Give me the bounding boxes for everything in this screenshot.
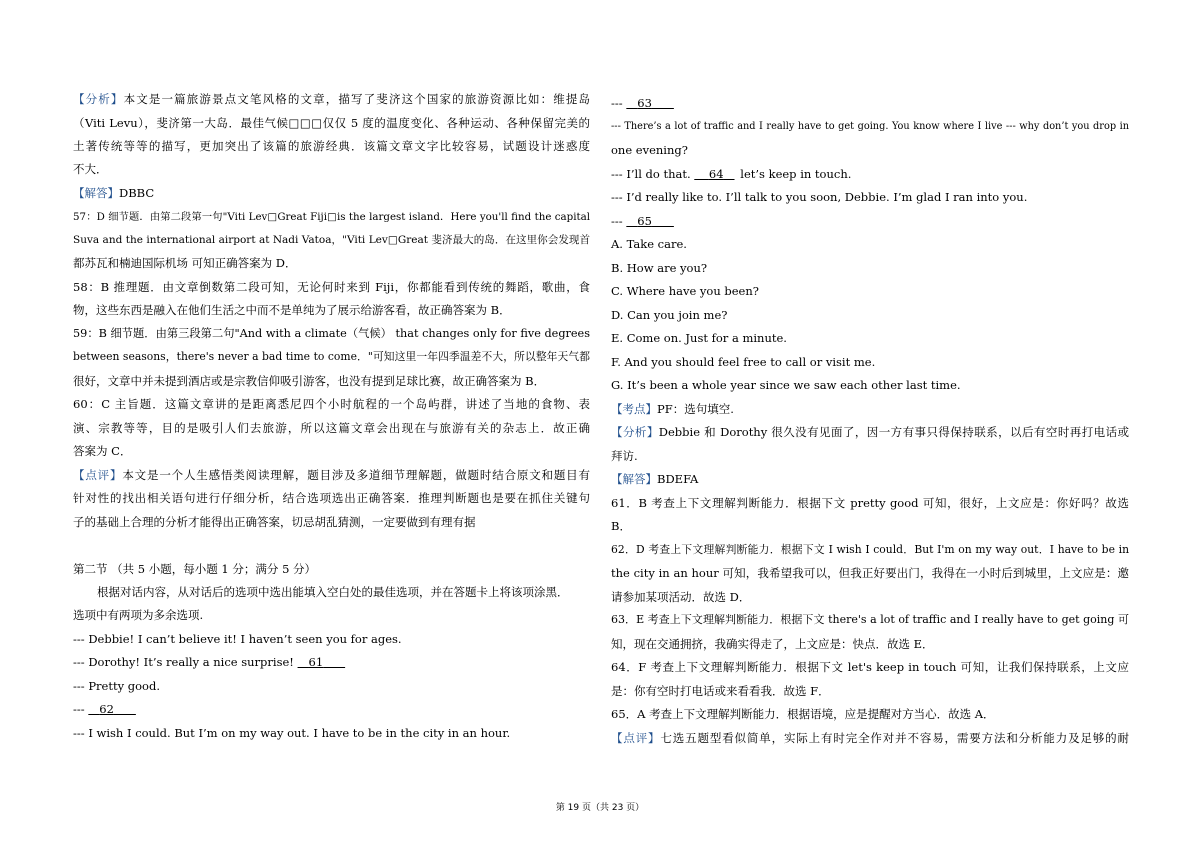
answer-tag: 【解答】 — [73, 186, 119, 200]
option-item: B. How are you? — [611, 261, 708, 275]
q63-line: 63．E 考查上下文理解判断能力．根据下文 there's a lot of traffic and I really have to get going 可 — [611, 613, 1129, 626]
option-item: E. Come on. Just for a minute. — [611, 331, 787, 345]
q57-line: 都苏瓦和楠迪国际机场 可知正确答案为 D． — [73, 256, 297, 270]
q59-line: between seasons，there's never a bad time to come．"可知这里一年四季温差不大，所以整年天气都 — [73, 350, 590, 363]
q62-line: the city in an hour 可知，我希望我可以，但我正好要出门，我得在一小时后到城里，上文应是：邀 — [611, 566, 1129, 580]
dialog-line: --- Debbie! I can’t believe it! I haven’t seen you for ages. — [73, 632, 402, 646]
analysis-line: 不大． — [73, 162, 108, 176]
q57-line: 57：D 细节题．由第二段第一句"Viti Lev□Great Fiji□is the largest island．Here you'll find the capital — [73, 211, 590, 223]
q58-line: 物，这些东西是融入在他们生活之中而不是单纯为了展示给游客看，故正确答案为 B． — [73, 303, 511, 317]
analysis-tag: 【分析】 — [611, 425, 659, 439]
comment-line: 【点评】本文是一个人生感悟类阅读理解，题目涉及多道细节理解题，做题时结合原文和题目有 — [73, 468, 591, 482]
q60-line: 演、宗教等等，目的是吸引人们去旅游，所以这篇文章会出现在与旅游有关的杂志上．故正确 — [73, 421, 590, 435]
q59-line: 很好，文章中并未提到酒店或是宗教信仰吸引游客，也没有提到足球比赛，故正确答案为 B． — [73, 374, 546, 388]
q59-line: 59：B 细节题．由第三段第二句"And with a climate（气候） that changes only for five degrees — [73, 327, 590, 340]
answer-value: BDEFA — [657, 472, 699, 486]
point-tag: 【考点】 — [611, 402, 657, 416]
dialog-line: --- 63 — [611, 95, 678, 111]
answer-tag: 【解答】 — [611, 472, 657, 486]
q62-line: 请参加某项活动．故选 D． — [611, 590, 751, 604]
option-item: A. Take care. — [611, 237, 687, 251]
blank-65: 65 — [637, 214, 652, 228]
comment-tag: 【点评】 — [611, 731, 661, 745]
comment-line: 【点评】七选五题型看似简单，实际上有时完全作对并不容易，需要方法和分析能力及足够的耐 — [611, 731, 1130, 745]
option-item: G. It’s been a whole year since we saw each other last time. — [611, 378, 961, 392]
dialog-line: --- There’s a lot of traffic and I really have to get going. You know where I live --- why don’t you drop in — [611, 121, 1129, 132]
answer-line — [611, 471, 698, 487]
page-footer: 第 19 页（共 23 页） — [555, 803, 645, 813]
comment-tag: 【点评】 — [73, 468, 123, 482]
q60-line: 答案为 C． — [73, 444, 132, 458]
dialog-line: --- 62 — [73, 701, 140, 717]
comment-line: 子的基础上合理的分析才能得出正确答案，切忌胡乱猜测，一定要做到有理有据 — [73, 515, 476, 529]
section-title: 第二节 （共 5 小题，每小题 1 分；满分 5 分） — [73, 562, 317, 576]
answer-value: DBBC — [119, 186, 155, 200]
option-item: C. Where have you been? — [611, 284, 759, 298]
q61-line: 61．B 考查上下文理解判断能力．根据下文 pretty good 可知，很好，上文应是：你好吗？故选 — [611, 496, 1129, 510]
analysis-line: 土著传统等等的描写，更加突出了该篇的旅游经典．该篇文章文字比较容易，试题设计迷惑度 — [73, 139, 590, 153]
dialog-line: --- I wish I could. But I’m on my way out. I have to be in the city in an hour. — [73, 726, 511, 740]
q57-line: Suva and the international airport at Nadi Vatoa，"Viti Lev□Great 斐济最大的岛．在这里你会发现首 — [73, 234, 590, 246]
analysis-line: （Viti Levu），斐济第一大岛．最佳气候□□□仅仅 5 度的温度变化、各种运动、各种保留完美的 — [73, 116, 590, 130]
q64-line: 是：你有空时打电话或来看看我．故选 F． — [611, 684, 830, 698]
q63-line: 知，现在交通拥挤，我确实得走了，上文应是：快点．故选 E． — [611, 637, 934, 651]
dialog-line: --- Pretty good. — [73, 679, 160, 693]
blank-63: 63 — [637, 96, 652, 110]
analysis-tag: 【分析】 — [73, 92, 124, 106]
answer-line — [73, 185, 154, 201]
option-item: F. And you should feel free to call or visit me. — [611, 355, 876, 369]
instructions-line: 根据对话内容，从对话后的选项中选出能填入空白处的最佳选项，并在答题卡上将该项涂黑． — [97, 585, 569, 599]
q58-line: 58：B 推理题．由文章倒数第二段可知，无论何时来到 Fiji，你都能看到传统的舞蹈，歌曲，食 — [73, 280, 590, 294]
dialog-line: --- I’ll do that. 64 let’s keep in touch. — [611, 167, 852, 181]
instructions-line: 选项中有两项为多余选项. — [73, 608, 204, 622]
q64-line: 64．F 考查上下文理解判断能力．根据下文 let's keep in touch 可知，让我们保持联系，上文应 — [611, 660, 1129, 674]
analysis-line: 拜访. — [611, 449, 638, 463]
blank-62: 62 — [99, 702, 114, 716]
option-item: D. Can you join me? — [611, 308, 728, 322]
analysis-line: 【分析】本文是一篇旅游景点文笔风格的文章，描写了斐济这个国家的旅游资源比如：维提岛 — [73, 92, 591, 106]
q60-line: 60：C 主旨题．这篇文章讲的是距离悉尼四个小时航程的一个岛屿群，讲述了当地的食物、表 — [73, 397, 590, 411]
q61-line: B． — [611, 519, 631, 533]
point-line: 【考点】PF：选句填空. — [611, 402, 734, 416]
dialog-line: --- Dorothy! It’s really a nice surprise! 61 — [73, 654, 350, 670]
comment-line: 针对性的找出相关语句进行仔细分析，结合选项选出正确答案．推理判断题也是要在抓住关键句 — [73, 491, 590, 505]
q62-line: 62．D 考查上下文理解判断能力．根据下文 I wish I could．But I'm on my way out．I have to be in — [611, 543, 1129, 556]
analysis-line: 【分析】Debbie 和 Dorothy 很久没有见面了，因一方有事只得保持联系，以后有空时再打电话或 — [611, 425, 1130, 439]
q65-line: 65．A 考查上下文理解判断能力．根据语境，应是提醒对方当心．故选 A． — [611, 707, 995, 721]
blank-61: 61 — [308, 655, 324, 669]
dialog-line: --- I’d really like to. I’ll talk to you soon, Debbie. I’m glad I ran into you. — [611, 190, 1028, 204]
blank-64: 64 — [708, 167, 724, 181]
dialog-line: --- 65 — [611, 213, 678, 229]
dialog-line: one evening? — [611, 143, 688, 157]
